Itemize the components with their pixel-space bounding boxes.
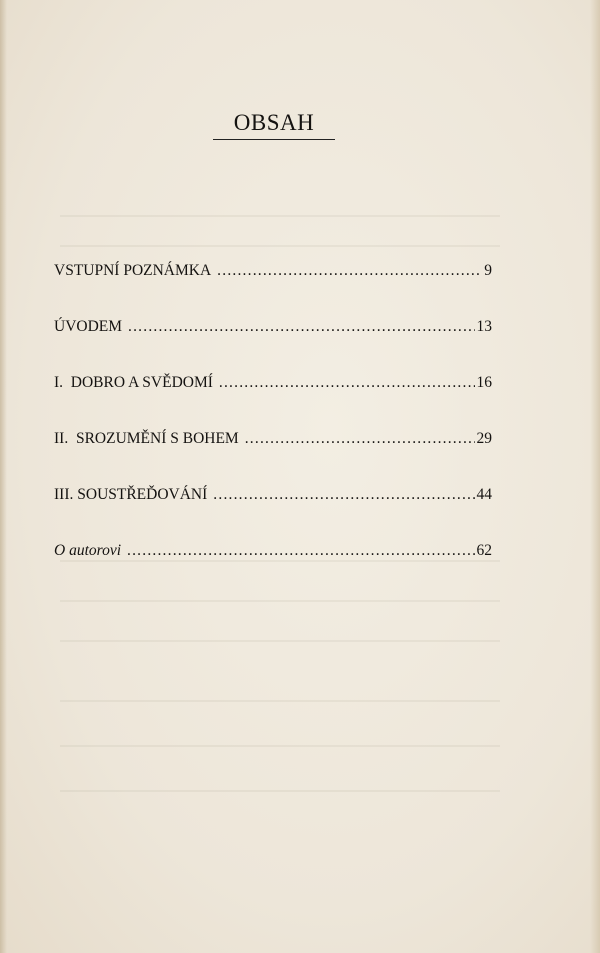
bleed-through-line <box>60 790 500 792</box>
chapter-number: III. <box>54 486 74 503</box>
toc-entry[interactable] <box>54 430 492 486</box>
chapter-title: DOBRO A SVĚDOMÍ <box>70 374 213 391</box>
page-title: OBSAH <box>233 110 315 135</box>
page-edge-left <box>0 0 7 953</box>
toc-entry-title: O autorovi <box>54 542 122 559</box>
bleed-through-line <box>60 640 500 642</box>
toc-entry-page: 29 <box>476 430 492 447</box>
dot-leader <box>213 486 474 504</box>
page-edge-right <box>590 0 600 953</box>
toc-entry-page: 44 <box>476 486 492 503</box>
toc-entry-title <box>54 374 213 392</box>
dot-leader <box>245 430 475 448</box>
bleed-through-line <box>60 745 500 747</box>
bleed-through-line <box>60 700 500 702</box>
chapter-title: SROZUMĚNÍ S BOHEM <box>75 430 239 447</box>
bleed-through-line <box>60 600 500 602</box>
chapter-number: II. <box>54 430 69 447</box>
toc-entry[interactable] <box>54 374 492 430</box>
toc-entry-page: 13 <box>476 318 492 335</box>
chapter-number: I. <box>54 374 64 391</box>
toc-entry[interactable] <box>54 318 492 374</box>
chapter-title: SOUSTŘEĎOVÁNÍ <box>77 486 208 503</box>
toc-entry-title <box>54 430 239 448</box>
toc-entry-page: 9 <box>484 262 492 279</box>
bleed-through-line <box>60 215 500 217</box>
toc-entry[interactable] <box>54 486 492 542</box>
dot-leader <box>217 262 482 280</box>
dot-leader <box>128 318 474 336</box>
toc-entry-page: 62 <box>476 542 492 559</box>
toc-entry-title <box>54 486 207 504</box>
toc-entry[interactable] <box>54 262 492 318</box>
table-of-contents <box>54 262 492 598</box>
bleed-through-line <box>60 245 500 247</box>
dot-leader <box>219 374 475 392</box>
toc-entry[interactable] <box>54 542 492 598</box>
title-underline <box>213 139 335 140</box>
toc-entry-page: 16 <box>476 374 492 391</box>
toc-entry-title: ÚVODEM <box>54 318 123 335</box>
toc-entry-title: VSTUPNÍ POZNÁMKA <box>54 262 212 279</box>
dot-leader <box>127 542 474 560</box>
